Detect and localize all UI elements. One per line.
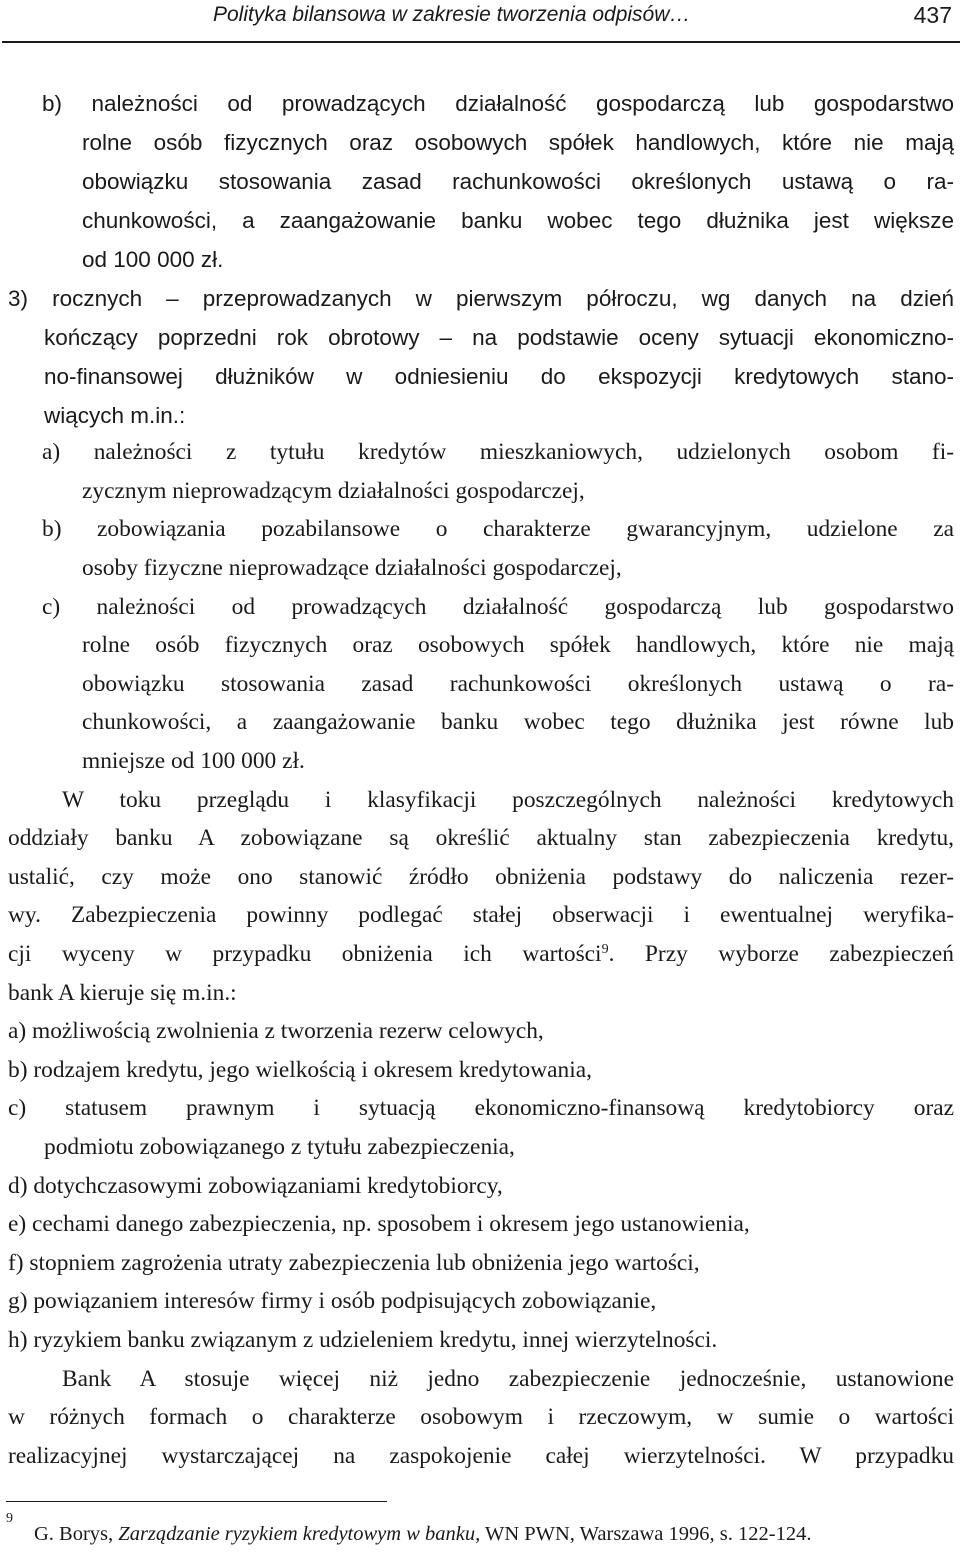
text-line bbox=[8, 283, 954, 315]
text-line bbox=[8, 899, 954, 931]
line-text: a) należności z tytułu kredytów mieszkaniowych, udzielonych osobom fi- bbox=[42, 439, 954, 465]
footnote-reference: 9 bbox=[601, 942, 609, 957]
text-line bbox=[82, 745, 305, 777]
line-text: Bank A stosuje więcej niż jedno zabezpieczenie jednocześnie, ustanowione bbox=[62, 1366, 954, 1392]
text-line bbox=[82, 127, 954, 159]
line-text: zycznym nieprowadzącym działalności gospodarczej, bbox=[82, 478, 585, 504]
page-number: 437 bbox=[913, 2, 952, 28]
text-line bbox=[8, 977, 237, 1009]
text-line bbox=[44, 400, 185, 432]
line-text: rolne osób fizycznych oraz osobowych spółek handlowych, które nie mają bbox=[82, 130, 954, 155]
text-line bbox=[8, 1054, 592, 1086]
text-line bbox=[8, 1285, 656, 1317]
line-text: cji wyceny w przypadku obniżenia ich wartości bbox=[8, 941, 602, 967]
text-line bbox=[42, 513, 954, 545]
footnote-publisher: , WN PWN, Warszawa 1996, s. 122-124. bbox=[475, 1523, 812, 1545]
text-line bbox=[44, 1131, 515, 1163]
text-line bbox=[82, 629, 954, 661]
line-text: obowiązku stosowania zasad rachunkowości określonych ustawą o ra- bbox=[82, 671, 954, 697]
line-text: realizacyjnej wystarczającej na zaspokojenie całej wierzytelności. W przypadku bbox=[8, 1443, 954, 1469]
footnote-number: 9 bbox=[6, 1511, 13, 1526]
line-text: c) należności od prowadzących działalność gospodarczą lub gospodarstwo bbox=[42, 594, 954, 620]
line-text: b) należności od prowadzących działalność gospodarczą lub gospodarstwo bbox=[42, 91, 954, 116]
text-line bbox=[42, 88, 954, 120]
text-line bbox=[82, 166, 954, 198]
line-text: b) rodzajem kredytu, jego wielkością i okresem kredytowania, bbox=[8, 1057, 592, 1083]
line-text: mniejsze od 100 000 zł. bbox=[82, 748, 305, 774]
line-text: kończący poprzedni rok obrotowy – na podstawie oceny sytuacji ekonomiczno- bbox=[44, 325, 954, 350]
line-text-continued: . Przy wyborze zabezpieczeń bbox=[608, 941, 954, 967]
text-line bbox=[8, 1247, 700, 1279]
line-text: 3) rocznych – przeprowadzanych w pierwszym półroczu, wg danych na dzień bbox=[8, 286, 954, 311]
line-text: f) stopniem zagrożenia utraty zabezpieczenia lub obniżenia jego wartości, bbox=[8, 1250, 700, 1276]
text-line bbox=[82, 244, 223, 276]
text-line bbox=[82, 668, 954, 700]
footnote bbox=[0, 1505, 960, 1549]
footnote-rule bbox=[6, 1501, 387, 1502]
footnote-text bbox=[34, 1521, 811, 1547]
line-text: w różnych formach o charakterze osobowym i rzeczowym, w sumie o wartości bbox=[8, 1404, 954, 1430]
text-line bbox=[8, 1092, 954, 1124]
line-text: a) możliwością zwolnienia z tworzenia rezerw celowych, bbox=[8, 1018, 544, 1044]
line-text: oddziały banku A zobowiązane są określić aktualny stan zabezpieczenia kredytu, bbox=[8, 825, 954, 851]
text-line bbox=[44, 361, 954, 393]
line-text: e) cechami danego zabezpieczenia, np. sposobem i okresem jego ustanowienia, bbox=[8, 1211, 750, 1237]
line-text: W toku przeglądu i klasyfikacji poszczególnych należności kredytowych bbox=[62, 787, 954, 813]
line-text: obowiązku stosowania zasad rachunkowości określonych ustawą o ra- bbox=[82, 169, 954, 194]
text-line bbox=[82, 552, 622, 584]
text-line bbox=[8, 1440, 954, 1472]
line-text: podmiotu zobowiązanego z tytułu zabezpieczenia, bbox=[44, 1134, 515, 1160]
line-text: od 100 000 zł. bbox=[82, 247, 224, 272]
line-text: bank A kieruje się m.in.: bbox=[8, 980, 237, 1006]
text-line bbox=[8, 822, 954, 854]
text-line bbox=[8, 1015, 544, 1047]
footnote-book-title: Zarządzanie ryzykiem kredytowym w banku bbox=[118, 1523, 476, 1545]
running-title: Polityka bilansowa w zakresie tworzenia odpisów… bbox=[213, 3, 691, 26]
line-text: chunkowości, a zaangażowanie banku wobec tego dłużnika jest większe bbox=[82, 208, 954, 233]
text-line bbox=[62, 784, 954, 816]
line-text: d) dotychczasowymi zobowiązaniami kredytobiorcy, bbox=[8, 1173, 503, 1199]
line-text: b) zobowiązania pozabilansowe o charakterze gwarancyjnym, udzielone za bbox=[42, 516, 954, 542]
text-line bbox=[42, 436, 954, 468]
text-line bbox=[44, 322, 954, 354]
line-text: h) ryzykiem banku związanym z udzieleniem kredytu, innej wierzytelności. bbox=[8, 1327, 718, 1353]
footnote-author: G. Borys, bbox=[34, 1523, 119, 1545]
text-line bbox=[62, 1363, 954, 1395]
line-text: ustalić, czy może ono stanowić źródło obniżenia podstawy do naliczenia rezer- bbox=[8, 864, 954, 890]
line-text: rolne osób fizycznych oraz osobowych spółek handlowych, które nie mają bbox=[82, 632, 954, 658]
line-text: c) statusem prawnym i sytuacją ekonomiczno-finansową kredytobiorcy oraz bbox=[8, 1095, 954, 1121]
text-line bbox=[8, 938, 954, 970]
line-text: wy. Zabezpieczenia powinny podlegać stałej obserwacji i ewentualnej weryfika- bbox=[8, 902, 954, 928]
line-text: osoby fizyczne nieprowadzące działalności gospodarczej, bbox=[82, 555, 622, 581]
text-line bbox=[8, 861, 954, 893]
line-text: g) powiązaniem interesów firmy i osób podpisujących zobowiązanie, bbox=[8, 1288, 657, 1314]
text-line bbox=[82, 475, 585, 507]
text-line bbox=[8, 1324, 717, 1356]
text-line bbox=[42, 591, 954, 623]
text-line bbox=[82, 706, 954, 738]
text-line bbox=[82, 205, 954, 237]
line-text: no-finansowej dłużników w odniesieniu do ekspozycji kredytowych stano- bbox=[44, 364, 954, 389]
line-text: wiących m.in.: bbox=[44, 403, 186, 428]
text-line bbox=[8, 1401, 954, 1433]
text-line bbox=[8, 1170, 503, 1202]
line-text: chunkowości, a zaangażowanie banku wobec tego dłużnika jest równe lub bbox=[82, 709, 954, 735]
text-line bbox=[8, 1208, 750, 1240]
